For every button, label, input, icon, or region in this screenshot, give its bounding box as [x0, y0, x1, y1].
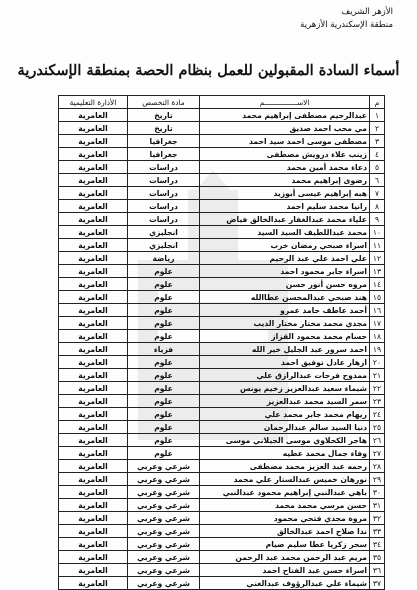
- table-row: [59, 551, 385, 564]
- row-admin: العامرية: [59, 304, 128, 317]
- row-admin: العامرية: [59, 174, 128, 187]
- row-number: ١٠: [370, 226, 385, 239]
- row-admin: العامرية: [59, 265, 128, 278]
- row-name: رضوى إبراهيم محمد: [200, 174, 370, 187]
- row-number: ٣٥: [370, 551, 385, 564]
- row-number: ٢١: [370, 369, 385, 382]
- row-subject: شرعي وعربي: [128, 538, 200, 551]
- column-header-admin: الأدارة التعليمية: [59, 96, 128, 109]
- row-name: شيماء سعيد عبدالعزيز زخيم يونس: [200, 382, 370, 395]
- row-name: سحر زكريا عطا سليم صيام: [200, 538, 370, 551]
- accepted-staff-table: [58, 95, 385, 590]
- row-admin: العامرية: [59, 486, 128, 499]
- row-name: علياء محمد عبدالغفار عبدالخالق فياض: [200, 213, 370, 226]
- table-row: [59, 499, 385, 512]
- row-number: ٩: [370, 213, 385, 226]
- row-admin: العامرية: [59, 252, 128, 265]
- row-number: ٣٦: [370, 564, 385, 577]
- table-row: [59, 161, 385, 174]
- row-number: ٣: [370, 135, 385, 148]
- table-row: [59, 200, 385, 213]
- row-admin: العامرية: [59, 135, 128, 148]
- row-number: ٢٣: [370, 395, 385, 408]
- table-row: [59, 135, 385, 148]
- row-number: ٧: [370, 187, 385, 200]
- row-number: ١: [370, 109, 385, 122]
- row-subject: شرعي وعربي: [128, 577, 200, 590]
- column-header-number: م: [370, 96, 385, 109]
- row-number: ٤: [370, 148, 385, 161]
- row-name: مريم عبد الرحمن محمد عبد الرحمن: [200, 551, 370, 564]
- row-name: عبدالرحيم مصطفى إبراهيم محمد: [200, 109, 370, 122]
- table-row: [59, 278, 385, 291]
- row-admin: العامرية: [59, 148, 128, 161]
- row-subject: علوم: [128, 265, 200, 278]
- row-subject: شرعي وعربي: [128, 486, 200, 499]
- row-admin: العامرية: [59, 564, 128, 577]
- table-row: [59, 434, 385, 447]
- row-subject: دراسات: [128, 187, 200, 200]
- row-subject: علوم: [128, 421, 200, 434]
- row-name: ممدوح فرحات عبدالرازق علي: [200, 369, 370, 382]
- row-subject: علوم: [128, 408, 200, 421]
- row-subject: علوم: [128, 278, 200, 291]
- row-name: هند صبحي عبدالمحسن عطاالله: [200, 291, 370, 304]
- document-title: أسماء السادة المقبولين للعمل بنظام الحصة بمنطقة الإسكندرية: [17, 62, 400, 79]
- row-subject: علوم: [128, 369, 200, 382]
- row-name: اسراء جابر محمود احمد: [200, 265, 370, 278]
- row-subject: رياضة: [128, 252, 200, 265]
- row-admin: العامرية: [59, 200, 128, 213]
- row-name: مروة مجدي فتحي محمود: [200, 512, 370, 525]
- row-name: زينب علاء درويش مصطفى: [200, 148, 370, 161]
- row-admin: العامرية: [59, 551, 128, 564]
- row-name: دعاء محمد أمين محمد: [200, 161, 370, 174]
- table-row: [59, 291, 385, 304]
- row-name: ريهام محمد جابر محمد علي: [200, 408, 370, 421]
- header-line-azhar: الأزهر الشريف: [341, 7, 393, 17]
- row-subject: علوم: [128, 447, 200, 460]
- table-row: [59, 265, 385, 278]
- row-subject: علوم: [128, 291, 200, 304]
- document-header: [300, 6, 393, 32]
- row-subject: علوم: [128, 434, 200, 447]
- row-admin: العامرية: [59, 226, 128, 239]
- table-row: [59, 421, 385, 434]
- row-admin: العامرية: [59, 447, 128, 460]
- row-subject: دراسات: [128, 213, 200, 226]
- row-name: رحمه عبد العزيز محمد مصطفى: [200, 460, 370, 473]
- table-row: [59, 512, 385, 525]
- row-number: ٨: [370, 200, 385, 213]
- row-name: هبه إبراهيم عيسى أبوزيد: [200, 187, 370, 200]
- row-number: ٣٢: [370, 512, 385, 525]
- row-subject: شرعي وعربي: [128, 499, 200, 512]
- row-subject: علوم: [128, 317, 200, 330]
- row-number: ٢٥: [370, 421, 385, 434]
- row-admin: العامرية: [59, 330, 128, 343]
- row-name: مي محب احمد صديق: [200, 122, 370, 135]
- row-admin: العامرية: [59, 382, 128, 395]
- row-name: مصطفى موسى احمد سيد احمد: [200, 135, 370, 148]
- row-admin: العامرية: [59, 577, 128, 590]
- table-body: [59, 109, 385, 590]
- row-admin: العامرية: [59, 213, 128, 226]
- row-admin: العامرية: [59, 538, 128, 551]
- table-row: [59, 226, 385, 239]
- row-number: ٢٧: [370, 447, 385, 460]
- row-admin: العامرية: [59, 317, 128, 330]
- table-row: [59, 122, 385, 135]
- row-number: ١٤: [370, 278, 385, 291]
- row-admin: العامرية: [59, 395, 128, 408]
- row-number: ٢٩: [370, 473, 385, 486]
- row-number: ١٥: [370, 291, 385, 304]
- row-name: ازهار عادل توفيق احمد: [200, 356, 370, 369]
- row-subject: شرعي وعربي: [128, 460, 200, 473]
- header-line-region: منطقة الإسكندرية الأزهرية: [300, 20, 393, 30]
- row-name: احمد سرور عبد الجليل خير الله: [200, 343, 370, 356]
- row-number: ٣٧: [370, 577, 385, 590]
- row-subject: دراسات: [128, 174, 200, 187]
- table-row: [59, 408, 385, 421]
- row-name: دنيا السيد سالم عبدالرحمان: [200, 421, 370, 434]
- row-name: شيماء علي عبدالرؤوف عبدالغني: [200, 577, 370, 590]
- row-number: ١١: [370, 239, 385, 252]
- table-row: [59, 577, 385, 590]
- row-subject: علوم: [128, 382, 200, 395]
- row-number: ٢٠: [370, 356, 385, 369]
- row-admin: العامرية: [59, 408, 128, 421]
- row-subject: شرعي وعربي: [128, 473, 200, 486]
- column-header-subject: مادة التخصص: [128, 96, 200, 109]
- table-row: [59, 187, 385, 200]
- row-number: ٣٣: [370, 525, 385, 538]
- row-admin: العامرية: [59, 122, 128, 135]
- row-subject: شرعي وعربي: [128, 551, 200, 564]
- row-admin: العامرية: [59, 525, 128, 538]
- row-name: هاجر الكحلاوي موسى الجيلاني موسى: [200, 434, 370, 447]
- table-row: [59, 486, 385, 499]
- table-row: [59, 473, 385, 486]
- row-name: علي احمد علي عبد الرحيم: [200, 252, 370, 265]
- table-row: [59, 356, 385, 369]
- column-header-name: الاســـــــــــــــم: [200, 96, 370, 109]
- row-number: ٢: [370, 122, 385, 135]
- row-number: ٥: [370, 161, 385, 174]
- row-admin: العامرية: [59, 421, 128, 434]
- table-row: [59, 382, 385, 395]
- row-name: أحمد عاطف حامد عمرو: [200, 304, 370, 317]
- row-name: محمد عبداللطيف السيد السيد: [200, 226, 370, 239]
- row-name: حسام محمد محمود القزاز: [200, 330, 370, 343]
- table-row: [59, 148, 385, 161]
- table-header-row: [59, 96, 385, 109]
- row-number: ٢٦: [370, 434, 385, 447]
- row-number: ١٧: [370, 317, 385, 330]
- row-subject: علوم: [128, 304, 200, 317]
- row-subject: علوم: [128, 395, 200, 408]
- row-subject: تاريخ: [128, 109, 200, 122]
- table-row: [59, 304, 385, 317]
- row-subject: فزياء: [128, 343, 200, 356]
- row-subject: جغرافيا: [128, 148, 200, 161]
- row-admin: العامرية: [59, 239, 128, 252]
- table-row: [59, 395, 385, 408]
- row-admin: العامرية: [59, 161, 128, 174]
- row-subject: علوم: [128, 330, 200, 343]
- row-name: باهي عبدالنبي إبراهيم محمود عبدالنبي: [200, 486, 370, 499]
- row-number: ٣٤: [370, 538, 385, 551]
- row-number: ١٩: [370, 343, 385, 356]
- row-number: ٢٢: [370, 382, 385, 395]
- row-subject: دراسات: [128, 161, 200, 174]
- table-row: [59, 317, 385, 330]
- table-row: [59, 343, 385, 356]
- table-row: [59, 252, 385, 265]
- row-name: مجدي محمد مختار مختار الديب: [200, 317, 370, 330]
- row-admin: العامرية: [59, 109, 128, 122]
- row-name: اسراء حسن عبد الفتاح احمد: [200, 564, 370, 577]
- row-admin: العامرية: [59, 499, 128, 512]
- table-row: [59, 213, 385, 226]
- row-admin: العامرية: [59, 278, 128, 291]
- row-number: ١٦: [370, 304, 385, 317]
- row-admin: العامرية: [59, 369, 128, 382]
- row-number: ٣٠: [370, 486, 385, 499]
- row-admin: العامرية: [59, 187, 128, 200]
- row-subject: دراسات: [128, 200, 200, 213]
- table-row: [59, 369, 385, 382]
- row-number: ٣١: [370, 499, 385, 512]
- row-subject: شرعي وعربي: [128, 512, 200, 525]
- row-name: نورهان خميس عبدالستار علي محمد: [200, 473, 370, 486]
- row-name: وفاء جمال محمد عطيه: [200, 447, 370, 460]
- row-number: ٢٤: [370, 408, 385, 421]
- row-number: ١٣: [370, 265, 385, 278]
- row-number: ١٨: [370, 330, 385, 343]
- table-row: [59, 564, 385, 577]
- row-admin: العامرية: [59, 343, 128, 356]
- row-admin: العامرية: [59, 434, 128, 447]
- row-subject: انجليزي: [128, 239, 200, 252]
- table-row: [59, 447, 385, 460]
- row-number: ١٢: [370, 252, 385, 265]
- row-admin: العامرية: [59, 356, 128, 369]
- table-row: [59, 174, 385, 187]
- row-subject: علوم: [128, 356, 200, 369]
- row-subject: جغرافيا: [128, 135, 200, 148]
- row-subject: انجليزي: [128, 226, 200, 239]
- row-admin: العامرية: [59, 291, 128, 304]
- table-row: [59, 525, 385, 538]
- table-row: [59, 109, 385, 122]
- row-admin: العامرية: [59, 460, 128, 473]
- row-name: ندا صلاح احمد عبدالخالق: [200, 525, 370, 538]
- table-row: [59, 239, 385, 252]
- table-row: [59, 330, 385, 343]
- row-subject: شرعي وعربي: [128, 564, 200, 577]
- row-subject: شرعي وعربي: [128, 525, 200, 538]
- row-number: ٦: [370, 174, 385, 187]
- row-name: رانيا محمد سليم احمد: [200, 200, 370, 213]
- row-number: ٢٨: [370, 460, 385, 473]
- row-admin: العامرية: [59, 512, 128, 525]
- row-admin: العامرية: [59, 473, 128, 486]
- table-row: [59, 460, 385, 473]
- table-row: [59, 538, 385, 551]
- row-subject: تاريخ: [128, 122, 200, 135]
- row-name: مروه حسن أنور حسن: [200, 278, 370, 291]
- row-name: حسن مرسي محمد محمد: [200, 499, 370, 512]
- row-name: سمر السيد محمد عبدالعزيز: [200, 395, 370, 408]
- row-name: اسراء صبحي رمضان خرب: [200, 239, 370, 252]
